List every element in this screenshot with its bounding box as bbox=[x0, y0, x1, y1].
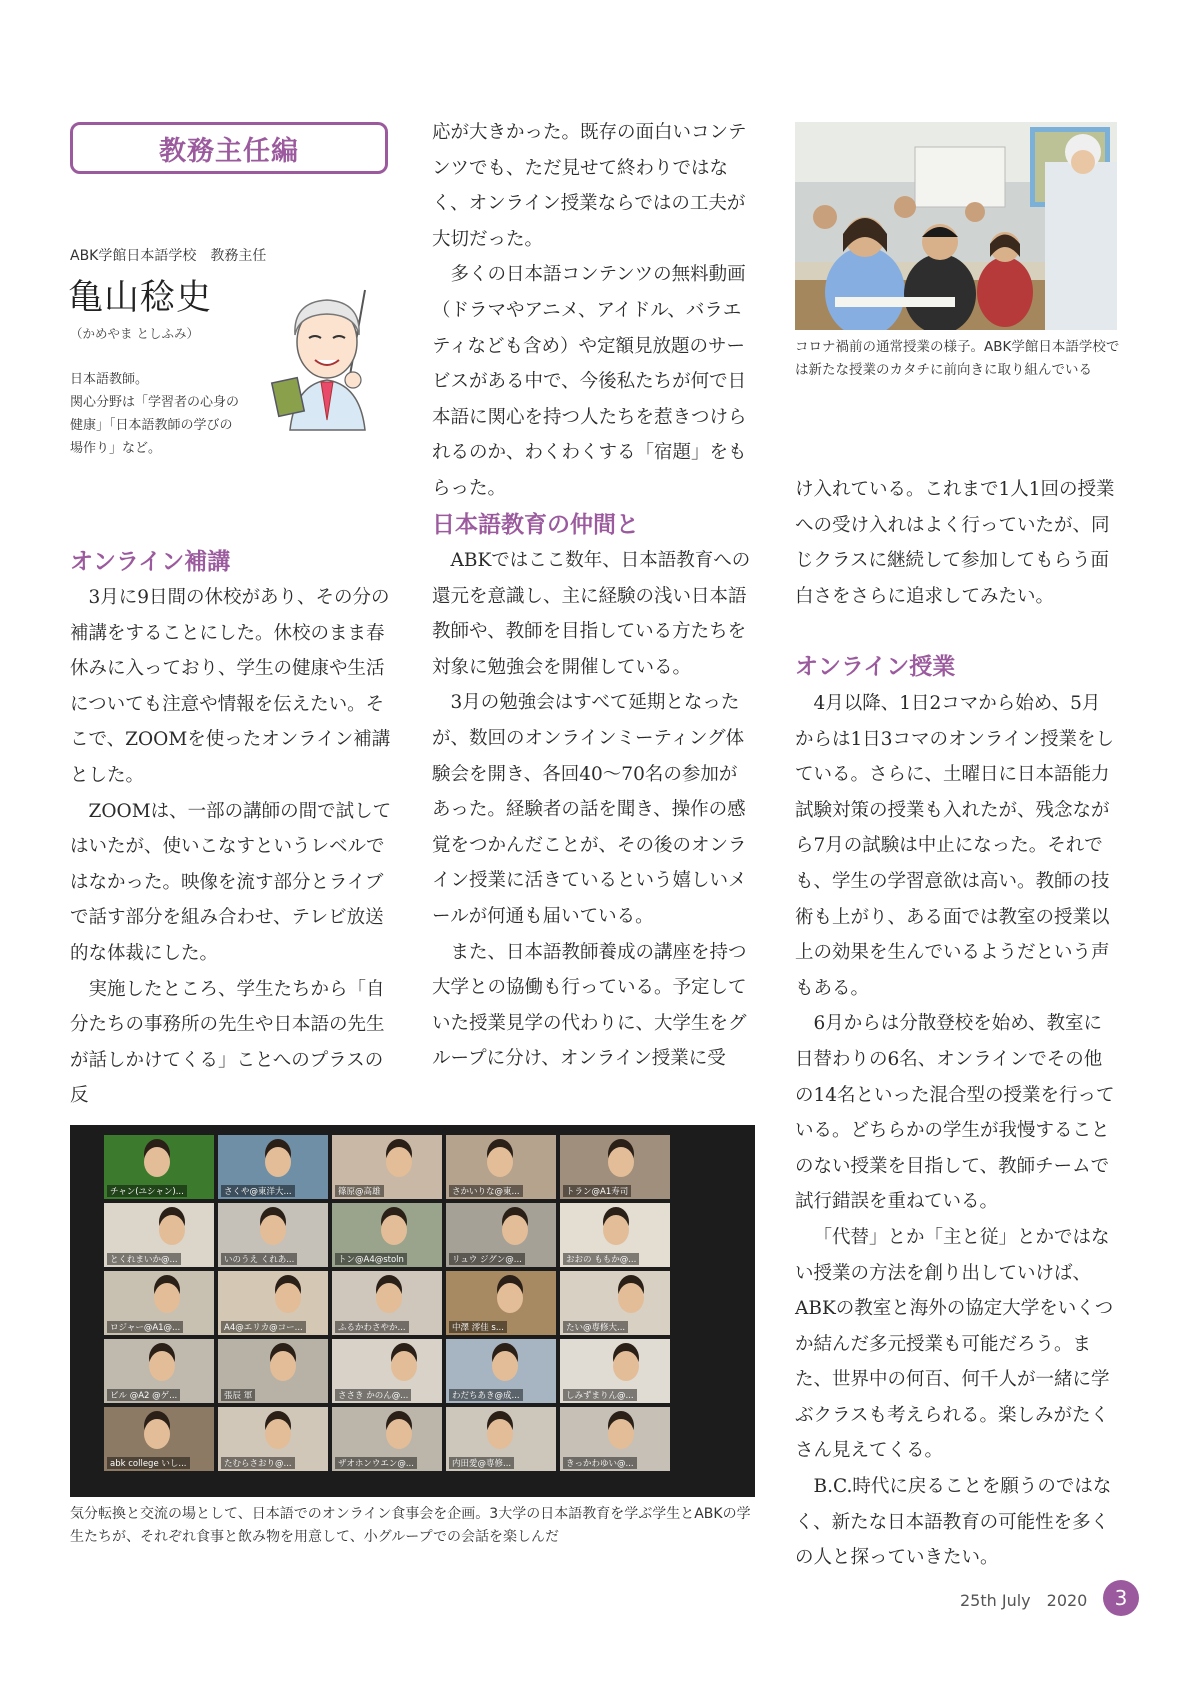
participant-name: たい@専修大... bbox=[563, 1321, 628, 1333]
participant-face bbox=[502, 1215, 528, 1245]
participant-face bbox=[386, 1147, 412, 1177]
participant-face bbox=[144, 1419, 170, 1449]
zoom-participant-tile bbox=[332, 1339, 442, 1403]
participant-face bbox=[270, 1351, 296, 1381]
zoom-participant-tile bbox=[218, 1407, 328, 1471]
zoom-participant-tile bbox=[104, 1203, 214, 1267]
zoom-participant-tile bbox=[560, 1407, 670, 1471]
classroom-photo-caption: コロナ禍前の通常授業の様子。ABK学館日本語学校では新たな授業のカタチに前向きに取り組んでいる bbox=[795, 339, 1120, 378]
zoom-participant-tile bbox=[332, 1135, 442, 1199]
column-3-text-bottom bbox=[795, 686, 1117, 1576]
author-organization: ABK学館日本語学校 教務主任 bbox=[70, 248, 267, 264]
participant-face bbox=[487, 1419, 513, 1449]
zoom-participant-tile bbox=[560, 1203, 670, 1267]
participant-name: 張辰 軍 bbox=[221, 1389, 255, 1401]
bio-line: 場作り」など。 bbox=[70, 441, 162, 456]
author-kana: （かめやま としふみ） bbox=[70, 326, 199, 341]
paragraph: また、日本語教師養成の講座を持つ大学との協働も行っている。予定していた授業見学の代わりに、大学生をグループに分け、オンライン授業に受 bbox=[432, 941, 747, 1070]
zoom-participant-tile bbox=[218, 1271, 328, 1335]
zoom-participant-tile bbox=[446, 1271, 556, 1335]
participant-name: 中澤 澪佳 s... bbox=[449, 1321, 507, 1333]
paragraph: 6月からは分散登校を始め、教室に日替わりの6名、オンラインでその他の14名といった混合型の授業を行っている。どちらかの学生が我慢することのない授業を目指して、教師チームで試行錯誤を重ねている。 bbox=[795, 1013, 1115, 1213]
participant-name: 篠原@高雄 bbox=[335, 1185, 384, 1197]
participant-face bbox=[149, 1351, 175, 1381]
zoom-participant-tile bbox=[218, 1203, 328, 1267]
zoom-participant-tile bbox=[560, 1271, 670, 1335]
participant-face bbox=[487, 1147, 513, 1177]
participant-name: abk college いし... bbox=[107, 1457, 190, 1469]
zoom-meeting-screenshot bbox=[70, 1125, 755, 1497]
participant-face bbox=[497, 1283, 523, 1313]
participant-name: しみずまりん@... bbox=[563, 1389, 637, 1401]
paragraph: 4月以降、1日2コマから始め、5月からは1日3コマのオンライン授業をしている。さらに、土曜日に日本語能力試験対策の授業も入れたが、残念ながら7月の試験は中止になった。それでも、学生の学習意欲は高い。教師の技術も上がり、ある面では教室の授業以上の効果を生んでいるようだという声もある。 bbox=[795, 693, 1114, 999]
heading-online-makeup: オンライン補講 bbox=[70, 549, 231, 575]
zoom-participant-tile bbox=[446, 1135, 556, 1199]
participant-name: わだちあき@成... bbox=[449, 1389, 523, 1401]
bio-line: 日本語教師。 bbox=[70, 372, 149, 387]
zoom-participant-tile bbox=[104, 1135, 214, 1199]
participant-name: リュウ ジグン@... bbox=[449, 1253, 525, 1265]
participant-face bbox=[618, 1283, 644, 1313]
participant-name: ささき かのん@... bbox=[335, 1389, 411, 1401]
participant-name: たむらさおり@... bbox=[221, 1457, 295, 1469]
participant-name: 内田愛@専修... bbox=[449, 1457, 514, 1469]
paragraph: け入れている。これまで1人1回の授業への受け入れはよく行っていたが、同じクラスに継続して参加してもらう面白さをさらに追求してみたい。 bbox=[795, 479, 1115, 607]
zoom-participant-tile bbox=[560, 1339, 670, 1403]
participant-name: ビル @A2 @ゲ... bbox=[107, 1389, 180, 1401]
participant-face bbox=[376, 1283, 402, 1313]
participant-face bbox=[265, 1147, 291, 1177]
author-illustration bbox=[265, 280, 390, 440]
participant-face bbox=[275, 1283, 301, 1313]
participant-face bbox=[265, 1419, 291, 1449]
participant-face bbox=[260, 1215, 286, 1245]
participant-face bbox=[603, 1215, 629, 1245]
zoom-participant-tile bbox=[218, 1135, 328, 1199]
zoom-participant-tile bbox=[104, 1271, 214, 1335]
column-2-text-bottom bbox=[432, 543, 754, 1077]
paragraph: ZOOMは、一部の講師の間で試してはいたが、使いこなすというレベルではなかった。映像を流す部分とライブで話す部分を組み合わせ、テレビ放送的な体裁にした。 bbox=[70, 800, 392, 964]
paragraph: ABKではここ数年、日本語教育への還元を意識し、主に経験の浅い日本語教師や、教師を目指している方たちを対象に勉強会を開催している。 bbox=[432, 550, 751, 678]
participant-face bbox=[608, 1419, 634, 1449]
paragraph: 多くの日本語コンテンツの無料動画（ドラマやアニメ、アイドル、バラエティなども含め）や定額見放題のサービスがある中で、今後私たちが何で日本語に関心を持つ人たちを惹きつけられるのか、わくわくする「宿題」をもらった。 bbox=[432, 264, 747, 499]
participant-name: チャン(ユシャン)... bbox=[107, 1185, 187, 1197]
zoom-participant-tile bbox=[560, 1135, 670, 1199]
participant-name: さかいりな@東... bbox=[449, 1185, 523, 1197]
page-number: 3 bbox=[1103, 1580, 1139, 1616]
zoom-participant-tile bbox=[446, 1339, 556, 1403]
paragraph: 応が大きかった。既存の面白いコンテンツでも、ただ見せて終わりではなく、オンライン授業ならではの工夫が大切だった。 bbox=[432, 122, 747, 250]
participant-name: ふるかわさやか... bbox=[335, 1321, 409, 1333]
section-label-box bbox=[70, 122, 388, 174]
zoom-participant-tile bbox=[332, 1407, 442, 1471]
zoom-participant-tile bbox=[332, 1271, 442, 1335]
zoom-screenshot-caption: 気分転換と交流の場として、日本語でのオンライン食事会を企画。3大学の日本語教育を学ぶ学生とABKの学生たちが、それぞれ食事と飲み物を用意して、小グループでの会話を楽しんだ bbox=[70, 1506, 751, 1545]
paragraph: 実施したところ、学生たちから「自分たちの事務所の先生や日本語の先生が話しかけてくる」ことへのプラスの反 bbox=[70, 978, 385, 1107]
bio-line: 健康」「日本語教師の学びの bbox=[70, 418, 233, 433]
participant-name: きっかわゆい@... bbox=[563, 1457, 637, 1469]
participant-face bbox=[391, 1351, 417, 1381]
participant-face bbox=[613, 1351, 639, 1381]
issue-date: 25th July 2020 bbox=[960, 1591, 1088, 1610]
zoom-participant-tile bbox=[446, 1407, 556, 1471]
paragraph: 3月の勉強会はすべて延期となったが、数回のオンラインミーティング体験会を開き、各回40～70名の参加があった。経験者の話を聞き、操作の感覚をつかんだことが、その後のオンライン授業に活きているという嬉しいメールが何通も届いている。 bbox=[432, 692, 747, 927]
paragraph: 「代替」とか「主と従」とかではない授業の方法を創り出していけば、ABKの教室と海外の協定大学をいくつか結んだ多元授業も可能だろう。また、世界中の何百、何千人が一緒に学ぶクラスも考えられる。楽しみがたくさん見えてくる。 bbox=[795, 1226, 1114, 1462]
zoom-participant-tile bbox=[332, 1203, 442, 1267]
participant-name: トラン@A1寿司 bbox=[563, 1185, 631, 1197]
classroom-photo bbox=[795, 122, 1117, 330]
participant-name: いのうえ くれあ... bbox=[221, 1253, 297, 1265]
column-1-text bbox=[70, 580, 392, 1114]
participant-name: ロジャー@A1@... bbox=[107, 1321, 183, 1333]
participant-face bbox=[381, 1215, 407, 1245]
participant-face bbox=[492, 1351, 518, 1381]
participant-name: トン@A4@stoln bbox=[335, 1253, 407, 1265]
column-2-text-top bbox=[432, 115, 754, 507]
participant-face bbox=[154, 1283, 180, 1313]
section-label: 教務主任編 bbox=[159, 135, 299, 167]
heading-online-classes: オンライン授業 bbox=[795, 654, 956, 680]
participant-name: おおの ももか@... bbox=[563, 1253, 639, 1265]
zoom-participant-tile bbox=[218, 1339, 328, 1403]
author-name: 亀山稔史 bbox=[68, 278, 213, 318]
participant-face bbox=[386, 1419, 412, 1449]
zoom-participant-tile bbox=[446, 1203, 556, 1267]
participant-name: さくや@東洋大... bbox=[221, 1185, 295, 1197]
participant-face bbox=[608, 1147, 634, 1177]
participant-face bbox=[144, 1147, 170, 1177]
heading-colleagues: 日本語教育の仲間と bbox=[432, 512, 639, 538]
paragraph: 3月に9日間の休校があり、その分の補講をすることにした。休校のまま春休みに入っており、学生の健康や生活についても注意や情報を伝えたい。そこで、ZOOMを使ったオンライン補講とした。 bbox=[70, 587, 391, 786]
bio-line: 関心分野は「学習者の心身の bbox=[70, 395, 240, 410]
zoom-participant-tile bbox=[104, 1407, 214, 1471]
column-3-text-top bbox=[795, 472, 1117, 614]
participant-name: ザオホンウエン@... bbox=[335, 1457, 417, 1469]
participant-face bbox=[159, 1215, 185, 1245]
participant-name: とくれまいか@... bbox=[107, 1253, 181, 1265]
zoom-participant-tile bbox=[104, 1339, 214, 1403]
author-bio bbox=[70, 368, 250, 460]
participant-name: A4@エリカ@コー... bbox=[221, 1321, 306, 1333]
paragraph: B.C.時代に戻ることを願うのではなく、新たな日本語教育の可能性を多くの人と探っていきたい。 bbox=[795, 1476, 1112, 1569]
